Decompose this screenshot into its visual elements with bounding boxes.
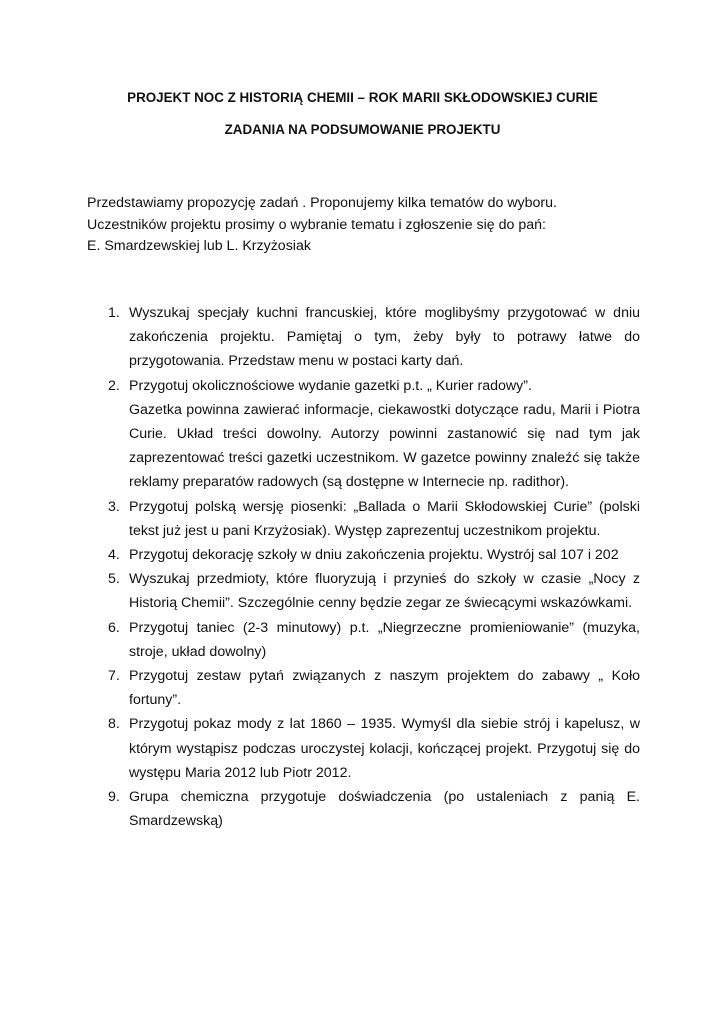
task-number: 6. [108,619,120,636]
intro-line: Przedstawiamy propozycję zadań . Proponujemy kilka tematów do wyboru. [87,195,557,211]
task-number: 5. [108,571,120,588]
task-item [87,785,640,833]
task-item [87,712,640,785]
task-text: Wyszukaj przedmioty, które fluoryzują i przynieś do szkoły w czasie „Nocy z Historią Chemii”. Szczególnie cenny będzie zegar ze świecącymi wskazówkami. [129,571,640,612]
task-number: 2. [108,377,120,394]
task-text: Przygotuj polską wersję piosenki: „Ballada o Marii Skłodowskiej Curie” (polski tekst już jest u pani Krzyżosiak). Występ zaprezentuj uczestnikom projektu. [129,498,640,539]
document-subtitle: ZADANIA NA PODSUMOWANIE PROJEKTU [224,122,501,137]
task-number: 9. [108,789,120,806]
task-text: Wyszukaj specjały kuchni francuskiej, które moglibyśmy przygotować w dniu zakończenia projektu. Pamiętaj o tym, żeby były to potrawy łatwe do przygotowania. Przedstaw menu w postaci karty dań. [129,305,640,370]
task-number: 4. [108,547,120,564]
task-item [87,543,640,567]
task-text: Przygotuj pokaz mody z lat 1860 – 1935. Wymyśl dla siebie strój i kapelusz, w którym wystąpisz podczas uroczystej kolacji, kończącej projekt. Przygotuj się do występu Maria 2012 lub Piotr 2012. [129,716,640,781]
document-title: PROJEKT NOC Z HISTORIĄ CHEMII – ROK MARII SKŁODOWSKIEJ CURIE [127,90,598,105]
task-item [87,664,640,712]
task-item [87,616,640,664]
task-text: Przygotuj taniec (2-3 minutowy) p.t. „Niegrzeczne promieniowanie” (muzyka, stroje, układ dowolny) [129,619,640,660]
task-item [87,374,640,495]
task-item [87,301,640,374]
task-number: 7. [108,668,120,685]
intro-paragraph [87,193,647,258]
task-text: Przygotuj zestaw pytań związanych z naszym projektem do zabawy „ Koło fortuny”. [129,668,640,709]
task-item [87,495,640,543]
task-number: 3. [108,498,120,515]
intro-line: E. Smardzewskiej lub L. Krzyżosiak [87,238,311,254]
task-text: Przygotuj dekorację szkoły w dniu zakończenia projektu. Wystrój sal 107 i 202 [129,547,619,564]
task-list [87,301,640,833]
task-text: Przygotuj okolicznościowe wydanie gazetki p.t. „ Kurier radowy”. [129,377,532,394]
task-text: Grupa chemiczna przygotuje doświadczenia (po ustaleniach z panią E. Smardzewską) [129,789,640,830]
task-number: 8. [108,716,120,733]
task-item [87,567,640,615]
task-number: 1. [108,305,120,321]
intro-line: Uczestników projektu prosimy o wybranie tematu i zgłoszenie się do pań: [87,216,546,233]
task-text-continued: Gazetka powinna zawierać informacje, ciekawostki dotyczące radu, Marii i Piotra Curie. Układ treści dowolny. Autorzy powinni zastanowić się nad tym jak zaprezentować treści gazetki uczestnikom. W gazetce powinny znaleźć się także reklamy preparatów radowych (są dostępne w Internecie np. radithor). [129,401,640,491]
